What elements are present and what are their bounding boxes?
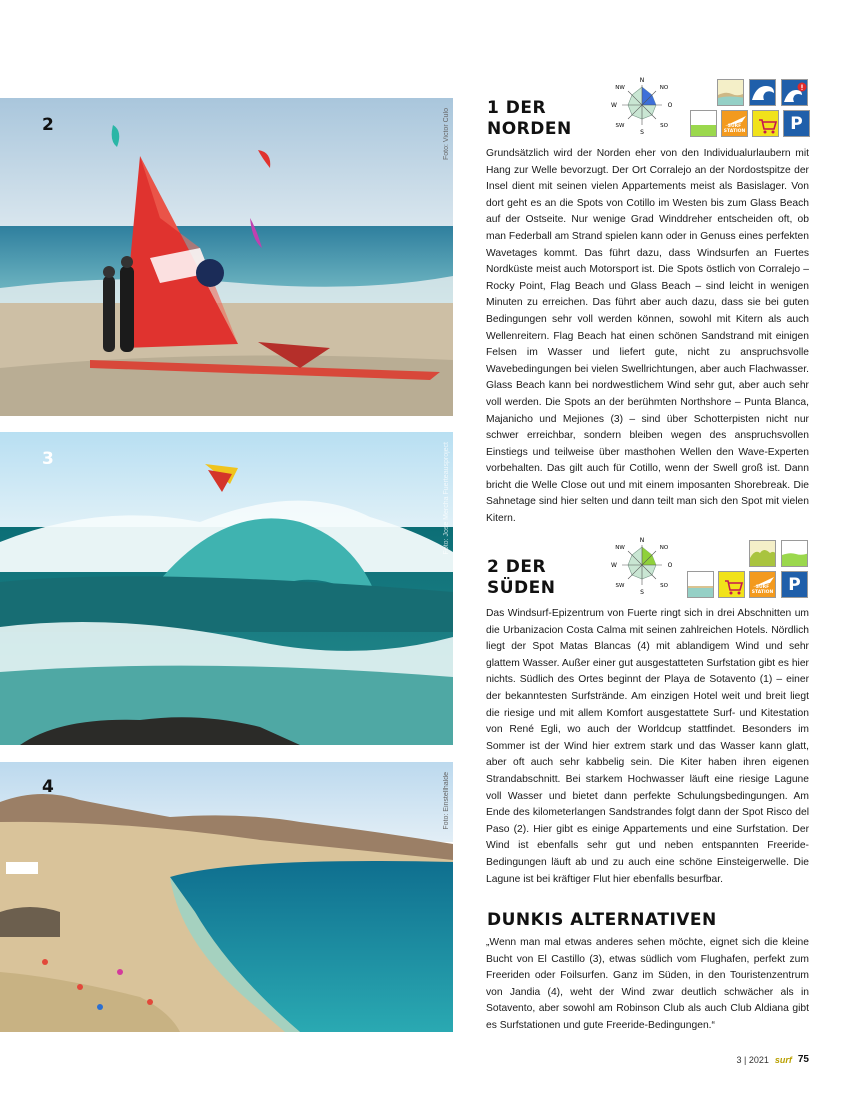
section-body-alternativen: „Wenn man mal etwas anderes sehen möchte, eignet sich die kleine Bucht von El Castillo (3), etwas südlich vom Flughafen, perfekt zum Freeriden oder Foilsurfen. Ganz im Süden, in den Touristenzentrum von Jandia (4), weht der Wind zwar deutlich schwächer als in Sotavento, aber sowohl am Robinson Club als auch Club Aldiana gibt es Surfstationen und gute Freeride-Bedingungen.“ [486, 937, 809, 1031]
section-heading-norden [487, 98, 572, 140]
compass-nw: NW [615, 85, 625, 91]
compass-nw: NW [615, 545, 625, 551]
beach-flat-icon [687, 571, 714, 598]
beach-flat-icon [749, 540, 776, 567]
section-body-norden: Grundsätzlich wird der Norden eher von den Individualurlaubern mit Hang zur Welle bevorzugt. Der Ort Corralejo an der Nordostspitze der Insel dient mit seinen vielen Appartements meist als Basislager. Von dort geht es an die Spots von Cotillo im Westen bis zum Glass Beach auf der Ostseite. Nur wenige Grad Winddreher entscheiden oft, ob man Federball am Strand spielen kann oder in Genuss eines perfekten Wavetages kommt. Das führt dazu, dass Windsurfen an Fuertes Nordküste meist auch Motorsport ist. Die Spots östlich von Corralejo – Rocky Point, Flag Beach und Glass Beach – sind leicht in wenigen Minuten zu erreichen. Das führt aber auch dazu, dass sie bei guten Bedingungen sehr voll werden können, sowohl mit Kitern als auch Wellenreitern. Flag Beach hat einen schönen Sandstrand mit einigen Felsen im Wasser und liefert gute, nicht zu anspruchsvolle Wavebedingungen bei vielen Swellrichtungen, aber auch Flachwasser. Glass Beach kann bei nordwestlichem Wind sehr gut, aber auch sehr voll werden. Die Spots an der berühmten Northshore – Punta Blanca, Majanicho und Mejiones (3) – sind über Schotterpisten nicht nur schwer erreichbar, sondern bleiben wegen des anspruchsvollen Einstiegs und teilweise über masthohen Wellen den Wave-Experten vorbehalten. Das gilt auch für Cotillo, wenn der Swell groß ist. Dann bricht die Welle Close out und mit einem imposanten Shorebreak. Die Sahnetage sind hier selten und dann teilt man sich den Spot mit vielen Kitern. [486, 148, 809, 525]
shopping-icon [752, 110, 779, 137]
heading-line-2: NORDEN [487, 119, 572, 139]
conditions-icons-sueden [687, 540, 811, 600]
issue-label: 3 | 2021 [736, 1054, 769, 1065]
parking-label: P [788, 574, 801, 595]
compass-s: S [640, 129, 644, 136]
flatwater-icon [781, 540, 808, 567]
compass-n: N [639, 77, 645, 84]
conditions-icons-norden [717, 79, 811, 139]
compass-o: O [667, 562, 673, 569]
parking-icon [783, 110, 810, 137]
magazine-logo: surf [774, 1054, 792, 1065]
photo-credit: Foto: Victor Culo [443, 108, 450, 161]
compass-n: N [639, 537, 645, 544]
surf-station-label: SURF STATION [751, 585, 774, 595]
wind-sector-active [642, 87, 656, 105]
surf-station-icon [749, 571, 776, 598]
compass-so: SO [660, 123, 668, 129]
parking-label: P [790, 113, 803, 134]
parking-icon [781, 571, 808, 598]
photo-big-wave [0, 432, 453, 745]
photo-number: 3 [42, 449, 54, 469]
surf-station-label: SURF STATION [723, 124, 746, 134]
surf-station-icon [721, 110, 748, 137]
compass-sw: SW [615, 583, 625, 589]
photo-lagoon-beach [0, 762, 453, 1032]
compass-sw: SW [615, 123, 625, 129]
heading-line-1: 1 DER [487, 98, 547, 118]
compass-no: NO [659, 545, 669, 551]
page-number: 75 [797, 1054, 809, 1065]
flatwater-icon [690, 110, 717, 137]
wave-icon [749, 79, 776, 106]
compass-w: W [611, 562, 617, 569]
photo-number: 2 [42, 115, 54, 135]
photo-credit: Foto: Jose Mercha Fuerteausproject [443, 442, 450, 555]
heading-line-1: 2 DER [487, 557, 547, 577]
wave-warning-icon [781, 79, 808, 106]
compass-w: W [611, 102, 617, 109]
photo-credit: Foto: Einstellhalde [443, 772, 450, 830]
compass-no: NO [659, 85, 669, 91]
page-footer [736, 1054, 809, 1065]
section-heading-sueden [487, 557, 556, 599]
heading-line-2: SÜDEN [487, 578, 556, 598]
wind-compass-sueden [608, 534, 680, 600]
wind-sector-active [642, 547, 656, 565]
wind-compass-norden [608, 74, 680, 140]
photo-windsurfers-beach [0, 98, 453, 416]
beach-flat-icon [717, 79, 744, 106]
compass-o: O [667, 102, 673, 109]
section-heading-alternativen: DUNKIS ALTERNATIVEN [487, 910, 717, 930]
compass-so: SO [660, 583, 668, 589]
compass-s: S [640, 589, 644, 596]
section-body-sueden: Das Windsurf-Epizentrum von Fuerte ringt sich in drei Abschnitten um die Urbanizacion Costa Calma mit seinen zahlreichen Hotels. Nördlich liegt der Spot Matas Blancas (4) mit ablandigem Wind und sehr glattem Wasser. Außer einer gut ausgestatteten Surfstation gibt es hier nichts. Südlich des Ortes beginnt der Playa de Sotavento (1) – einer der bekanntesten Surfstrände. Am einzigen Hotel weit und breit liegt die riesige und mit allem Komfort ausgestattete Surf- und Kitestation von René Egli, wo auch der Worldcup stattfindet. Besonders im Sommer ist der Wind hier extrem stark und das Wasser kann glatt, aber oft auch sehr kabbelig sein. Die Kiter haben ihren eigenen Strandabschnitt. Bei starkem Hochwasser läuft eine riesige Lagune voll Wasser und bietet dann perfekte Schulungsbedingungen. Am Ende des kilometerlangen Sandstrandes folgt dann der Spot Risco del Paso (2). Hier gibt es einige Appartements und eine Surfstation. Der Wind ist ebenfalls sehr gut und neben entspannten Freeride-Bedingungen läuft ab und zu auch eine schöne Einsteigerwelle. Die Lagune ist bei kräftiger Flut hier ebenfalls besurfbar. [486, 608, 809, 885]
shopping-icon [718, 571, 745, 598]
photo-number: 4 [42, 777, 54, 797]
